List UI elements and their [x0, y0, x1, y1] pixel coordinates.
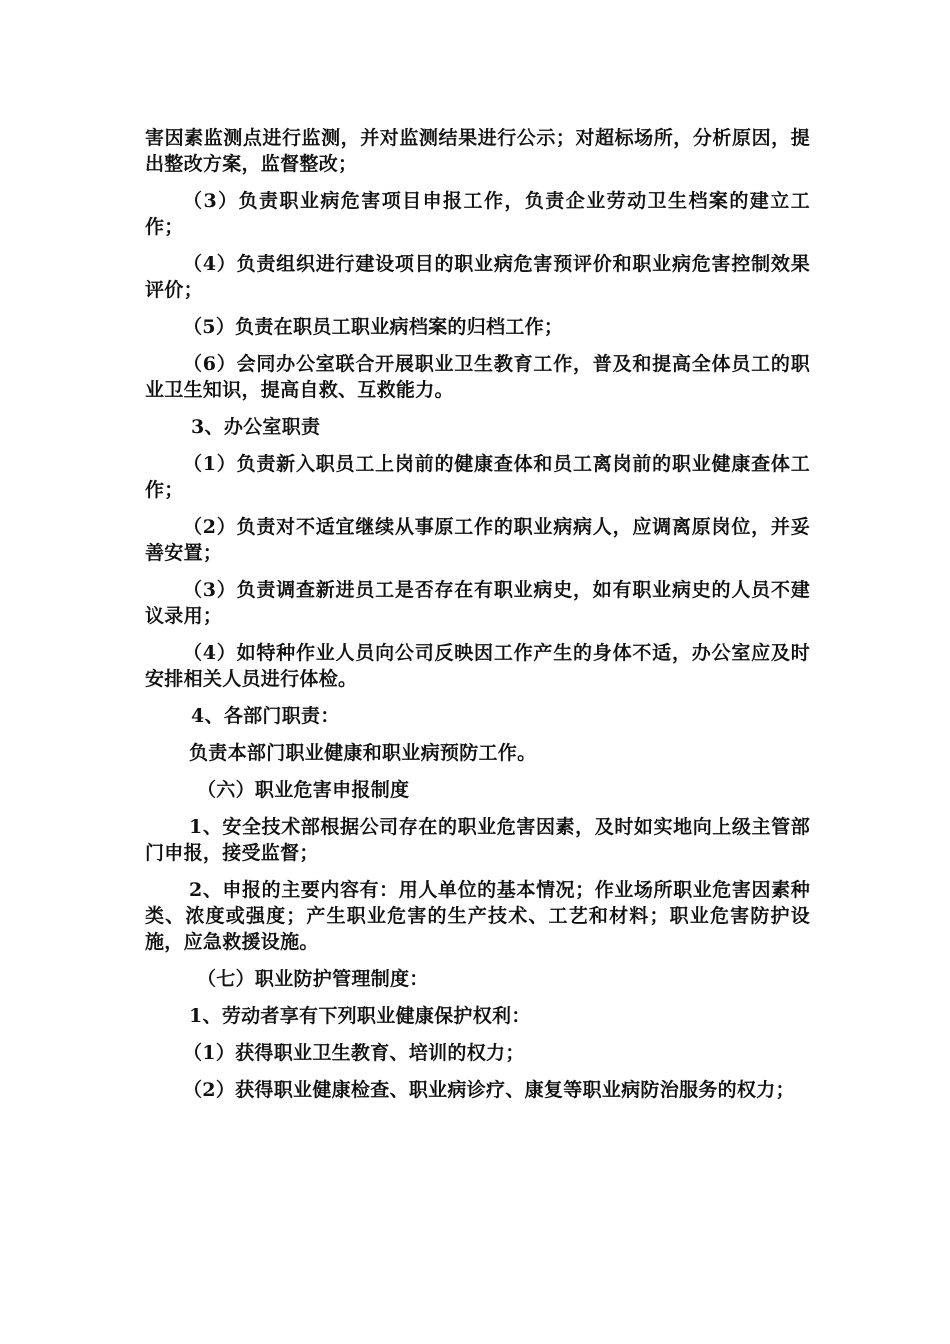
paragraph-office-item-1: （1）负责新入职员工上岗前的健康查体和员工离岗前的职业健康查体工作；	[145, 453, 810, 501]
paragraph-office-item-4: （4）如特种作业人员向公司反映因工作产生的身体不适，办公室应及时安排相关人员进行体检。	[145, 642, 810, 690]
paragraph-declaration-1: 1、安全技术部根据公司存在的职业危害因素，及时如实地向上级主管部门申报，接受监督；	[145, 816, 810, 864]
paragraph-rights-1: （1）获得职业卫生教育、培训的权力；	[183, 1042, 525, 1064]
section-heading-six: （六）职业危害申报制度	[197, 779, 410, 801]
paragraph-continuation: 害因素监测点进行监测，并对监测结果进行公示；对超标场所，分析原因，提出整改方案，监督整改；	[145, 127, 810, 175]
section-heading-office: 3、办公室职责	[191, 416, 321, 438]
paragraph-item-3: （3）负责职业病危害项目申报工作，负责企业劳动卫生档案的建立工作；	[145, 190, 810, 238]
paragraph-item-4: （4）负责组织进行建设项目的职业病危害预评价和职业病危害控制效果评价；	[145, 253, 810, 301]
section-heading-seven: （七）职业防护管理制度：	[197, 968, 429, 990]
section-heading-departments: 4、各部门职责：	[191, 705, 340, 727]
paragraph-rights-2: （2）获得职业健康检查、职业病诊疗、康复等职业病防治服务的权力；	[183, 1079, 795, 1101]
paragraph-departments: 负责本部门职业健康和职业病预防工作。	[189, 742, 537, 764]
paragraph-office-item-3: （3）负责调查新进员工是否存在有职业病史，如有职业病史的人员不建议录用；	[145, 579, 810, 627]
paragraph-office-item-2: （2）负责对不适宜继续从事原工作的职业病病人，应调离原岗位，并妥善安置；	[145, 516, 810, 564]
paragraph-item-6: （6）会同办公室联合开展职业卫生教育工作，普及和提高全体员工的职业卫生知识，提高自救、互救能力。	[145, 353, 810, 401]
document-page	[145, 125, 810, 1114]
paragraph-declaration-2: 2、申报的主要内容有：用人单位的基本情况；作业场所职业危害因素种类、浓度或强度；产生职业危害的生产技术、工艺和材料；职业危害防护设施，应急救援设施。	[145, 879, 810, 953]
paragraph-rights-heading: 1、劳动者享有下列职业健康保护权利：	[189, 1005, 531, 1027]
paragraph-item-5: （5）负责在职员工职业病档案的归档工作；	[183, 316, 564, 338]
